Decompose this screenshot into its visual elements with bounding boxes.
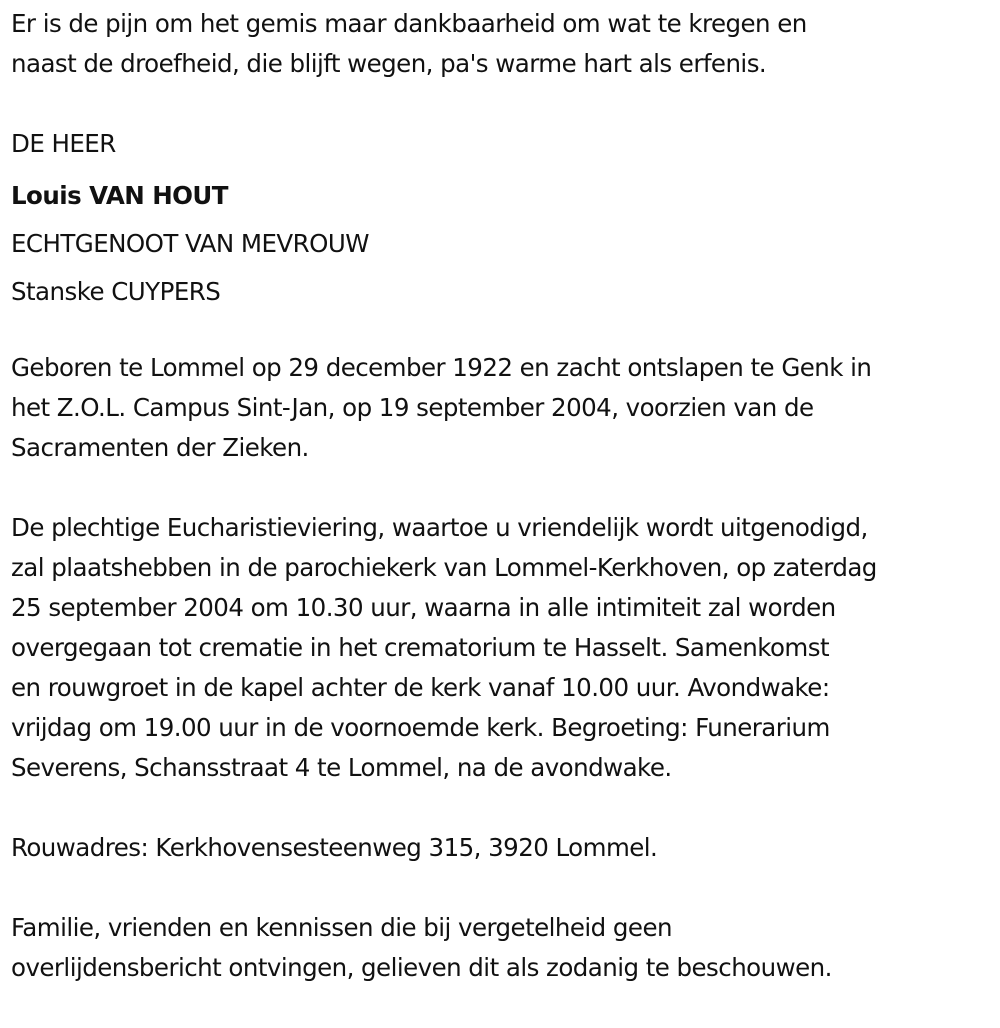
birth-death-paragraph bbox=[11, 348, 995, 468]
birth-death-line: Sacramenten der Zieken. bbox=[11, 433, 309, 462]
ceremony-line: De plechtige Eucharistieviering, waartoe u vriendelijk wordt uitgenodigd, bbox=[11, 513, 868, 542]
deceased-title: DE HEER bbox=[11, 129, 116, 158]
address-line: Rouwadres: Kerkhovensesteenweg 315, 3920 Lommel. bbox=[11, 833, 658, 862]
opening-quote bbox=[11, 4, 995, 84]
ceremony-line: Severens, Schansstraat 4 te Lommel, na de avondwake. bbox=[11, 753, 672, 782]
quote-line: naast de droefheid, die blijft wegen, pa's warme hart als erfenis. bbox=[11, 49, 767, 78]
ceremony-line: overgegaan tot crematie in het crematorium te Hasselt. Samenkomst bbox=[11, 633, 829, 662]
ceremony-paragraph bbox=[11, 508, 995, 788]
notice-line: overlijdensbericht ontvingen, gelieven dit als zodanig te beschouwen. bbox=[11, 953, 832, 982]
ceremony-line: zal plaatshebben in de parochiekerk van Lommel-Kerkhoven, op zaterdag bbox=[11, 553, 877, 582]
ceremony-line: 25 september 2004 om 10.30 uur, waarna in alle intimiteit zal worden bbox=[11, 593, 836, 622]
obituary-document bbox=[11, 4, 995, 1028]
quote-line: Er is de pijn om het gemis maar dankbaarheid om wat te kregen en bbox=[11, 9, 807, 38]
notice-paragraph bbox=[11, 908, 995, 988]
birth-death-line: Geboren te Lommel op 29 december 1922 en zacht ontslapen te Genk in bbox=[11, 353, 872, 382]
deceased-relation: ECHTGENOOT VAN MEVROUW bbox=[11, 229, 369, 258]
deceased-block bbox=[11, 124, 995, 316]
ceremony-line: en rouwgroet in de kapel achter de kerk vanaf 10.00 uur. Avondwake: bbox=[11, 673, 830, 702]
birth-death-line: het Z.O.L. Campus Sint-Jan, op 19 september 2004, voorzien van de bbox=[11, 393, 814, 422]
address-paragraph bbox=[11, 828, 995, 868]
spouse-name: Stanske CUYPERS bbox=[11, 277, 221, 306]
deceased-name: Louis VAN HOUT bbox=[11, 181, 228, 210]
ceremony-line: vrijdag om 19.00 uur in de voornoemde kerk. Begroeting: Funerarium bbox=[11, 713, 830, 742]
notice-line: Familie, vrienden en kennissen die bij vergetelheid geen bbox=[11, 913, 672, 942]
